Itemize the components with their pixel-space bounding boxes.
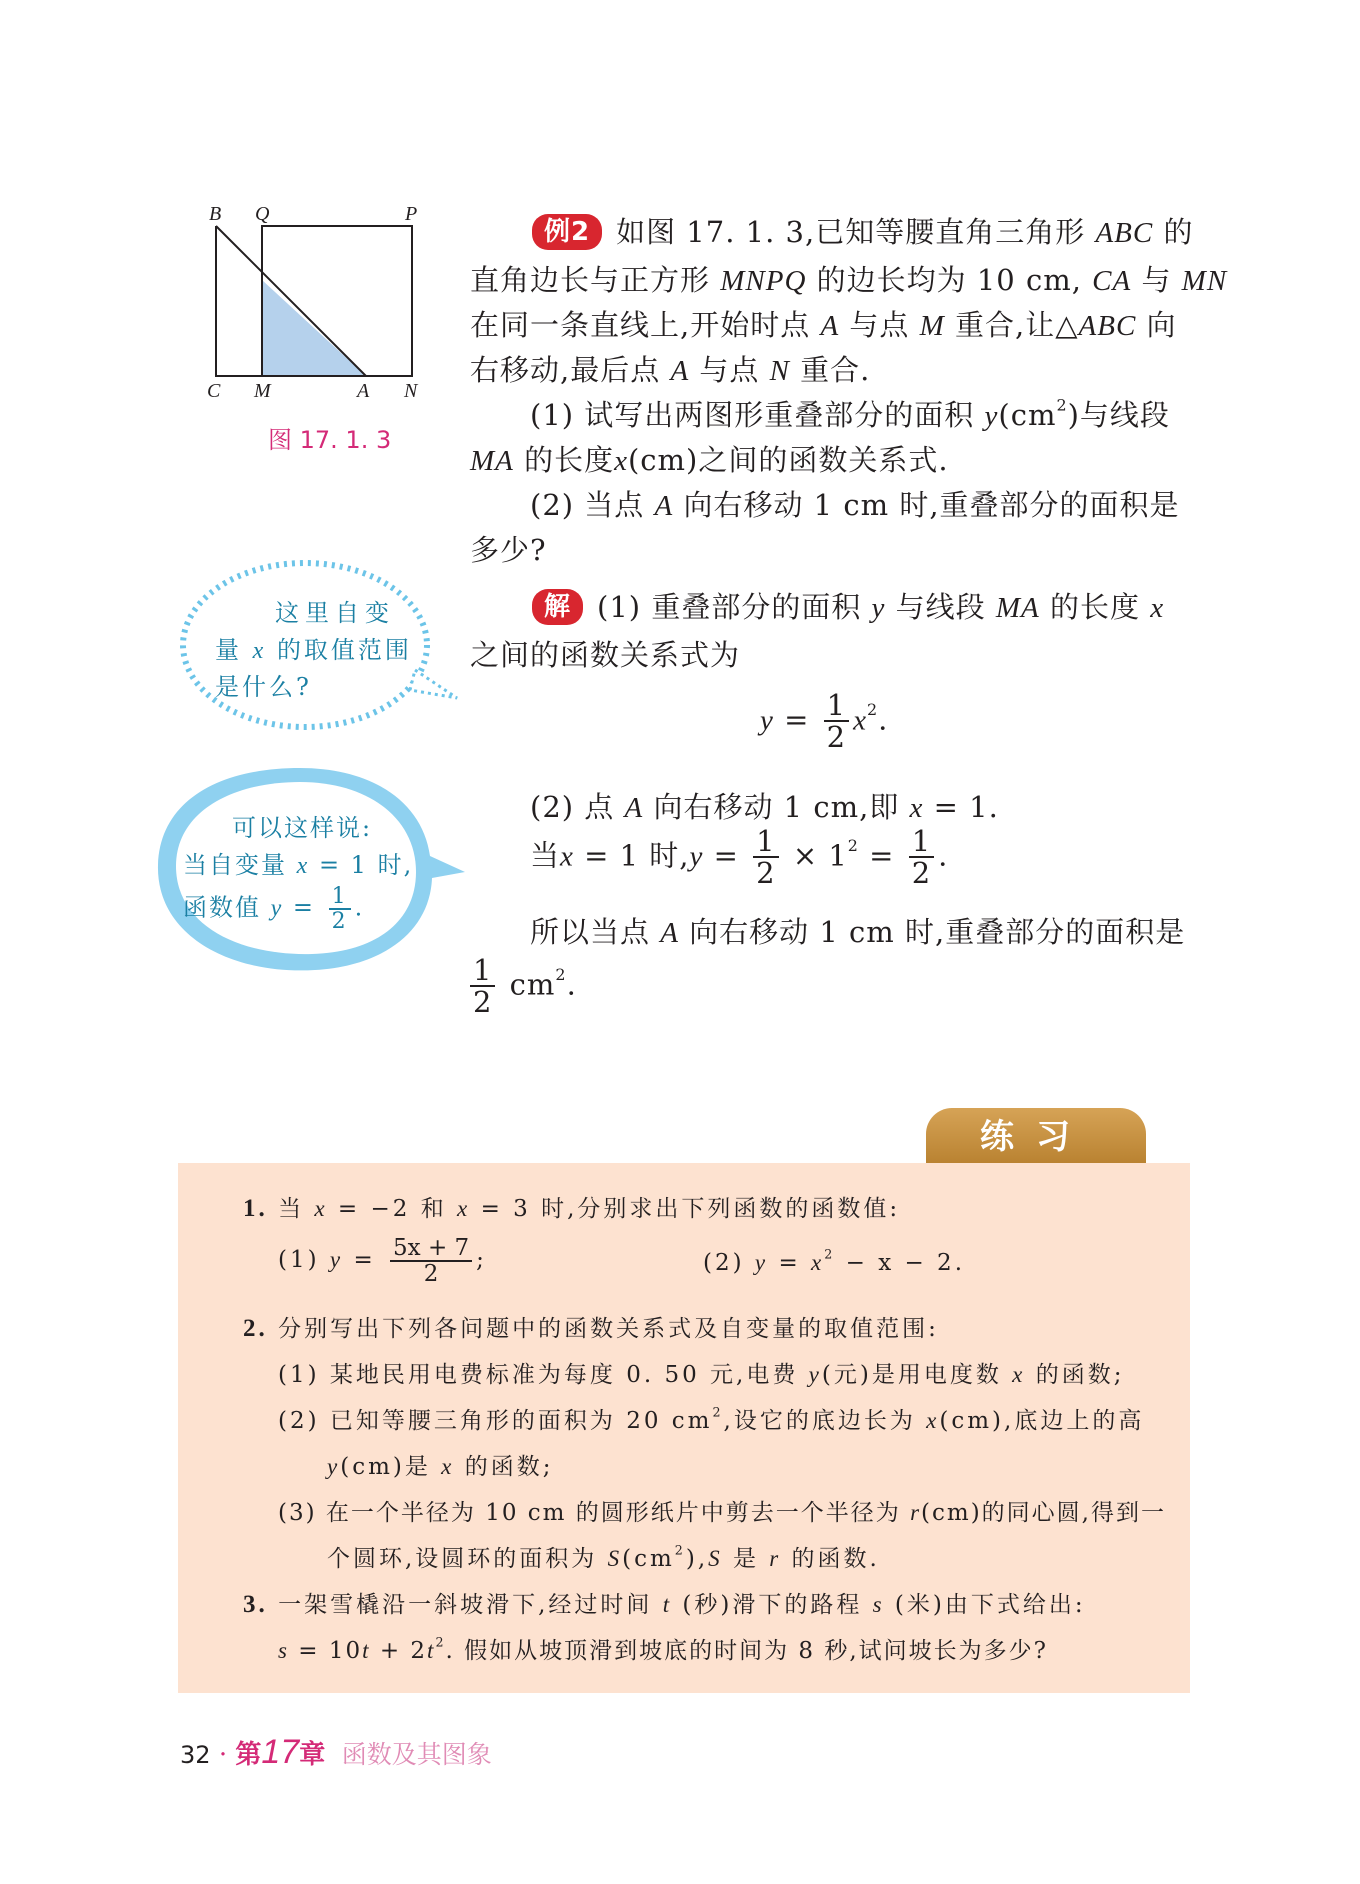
- exercise-2-3-cont: 个圆环,设圆环的面积为 $S(cm^2),S$ 是 r 的函数.: [327, 1542, 880, 1572]
- bubble2-line2: 当自变量 x = 1 时,: [183, 851, 414, 879]
- bubble2-line3: 函数值 y = $\frac{1}{2}$ .: [183, 884, 365, 935]
- bubble1-line1: 这里自变: [275, 599, 395, 627]
- example-badge: 例2: [532, 214, 602, 250]
- solution-badge: 解: [532, 589, 583, 625]
- exercise-1-part1: (1) y = $\frac{5x + 7}{2}$ ;: [278, 1235, 487, 1288]
- page-number: 32: [180, 1741, 211, 1769]
- exercise-tab: 练习: [926, 1108, 1146, 1164]
- page-footer: 32 · 第17章 函数及其图象: [180, 1733, 492, 1771]
- solution-conclusion: 所以当点 A 向右移动 1 cm 时,重叠部分的面积是: [530, 915, 1186, 949]
- question-1-line2: MA 的长度x(cm)之间的函数关系式.: [470, 443, 949, 477]
- exercise-2-3: (3) 在一个半径为 10 cm 的圆形纸片中剪去一个半径为 r(cm)的同心圆,得到一: [278, 1500, 1166, 1526]
- solution-part2-calc: 当x = 1 时,y = $\frac{1}{2}$ × $1^2$ = $\frac{1}{2}$ .: [530, 824, 949, 891]
- exercise-2-1: (1) 某地民用电费标准为每度 0. 50 元,电费 y(元)是用电度数 x 的函数;: [278, 1362, 1125, 1388]
- label-Q: Q: [255, 203, 270, 225]
- example-line3: 在同一条直线上,开始时点 A 与点 M 重合,让△ABC 向: [470, 308, 1177, 342]
- exercise-3-formula: $s = 10t + 2t^2$. 假如从坡顶滑到坡底的时间为 8 秒,试问坡长为多少?: [278, 1634, 1049, 1664]
- exercise-2-2-cont: y(cm)是 x 的函数;: [327, 1454, 554, 1480]
- label-P: P: [405, 203, 418, 225]
- solution-answer: $\frac{1}{2}$ $cm^2$.: [466, 955, 577, 1018]
- exercise-1: 1. 当 x = −2 和 x = 3 时,分别求出下列函数的函数值:: [243, 1195, 901, 1222]
- chapter-title: 函数及其图象: [341, 1740, 492, 1769]
- exercise-2: 2. 分别写出下列各问题中的函数关系式及自变量的取值范围:: [243, 1315, 939, 1342]
- solution-line1: 解 (1) 重叠部分的面积 y 与线段 MA 的长度 x: [532, 585, 1164, 626]
- question-2-line1: (2) 当点 A 向右移动 1 cm 时,重叠部分的面积是: [530, 488, 1180, 522]
- label-C: C: [207, 380, 221, 402]
- solution-part2: (2) 点 A 向右移动 1 cm,即 x = 1.: [530, 790, 999, 824]
- bubble1-line3: 是什么?: [215, 673, 312, 701]
- question-2-line2: 多少?: [470, 533, 547, 567]
- figure-caption: 图 17. 1. 3: [268, 426, 392, 454]
- example-line2: 直角边长与正方形 MNPQ 的边长均为 10 cm, CA 与 MN: [470, 263, 1228, 297]
- label-N: N: [404, 380, 418, 402]
- bubble2-line1: 可以这样说:: [232, 814, 373, 842]
- solution-formula: y = $\frac{1}{2}$ $x^2$.: [760, 688, 889, 755]
- figure-17-1-3: [200, 200, 440, 410]
- label-M: M: [254, 380, 271, 402]
- example-line4: 右移动,最后点 A 与点 N 重合.: [470, 353, 871, 387]
- example-line1: 例2 如图 17. 1. 3,已知等腰直角三角形 ABC 的: [532, 210, 1193, 251]
- label-B: B: [209, 203, 222, 225]
- question-1-line1: (1) 试写出两图形重叠部分的面积 $y(cm^2)$与线段: [530, 395, 1170, 432]
- label-A: A: [357, 380, 370, 402]
- exercise-2-2: (2) 已知等腰三角形的面积为 20 $cm^2$,设它的底边长为 x(cm),底边上的高: [278, 1404, 1145, 1434]
- exercise-3: 3. 一架雪橇沿一斜坡滑下,经过时间 t (秒)滑下的路程 s (米)由下式给出:: [243, 1591, 1086, 1618]
- solution-line2: 之间的函数关系式为: [470, 638, 741, 672]
- exercise-1-part2: (2) $y = x^2 - x - 2$.: [703, 1246, 966, 1276]
- bubble1-line2: 量 x 的取值范围: [215, 636, 412, 664]
